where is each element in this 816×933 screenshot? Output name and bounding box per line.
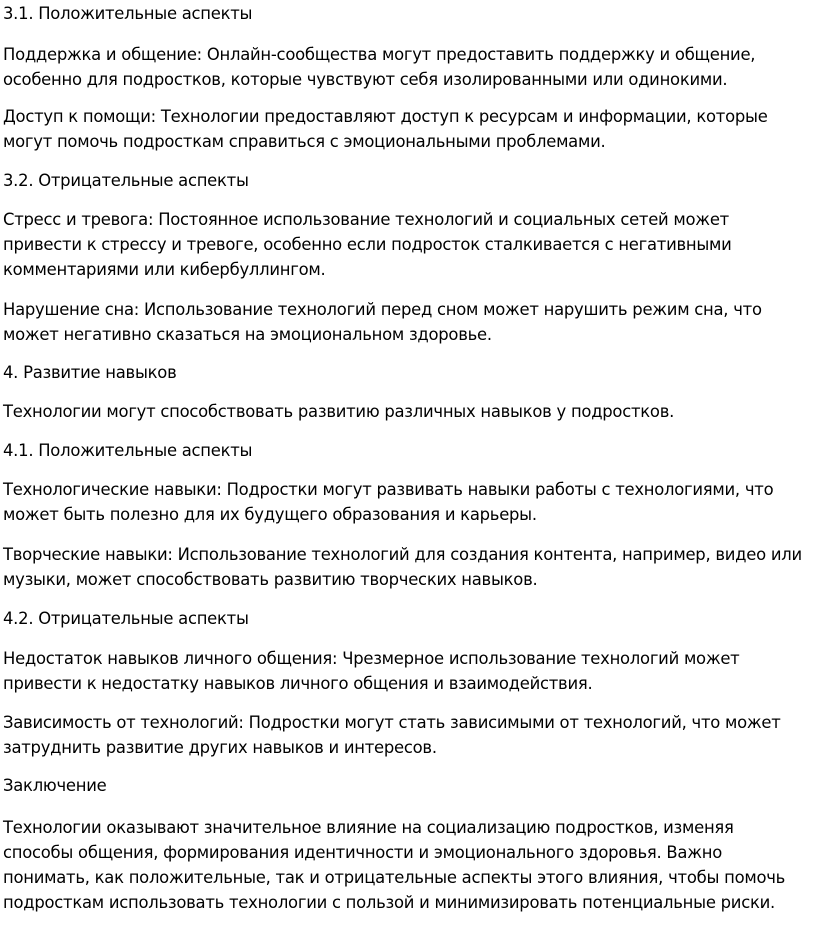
- paragraph-tech-dependence: Зависимость от технологий: Подростки могут стать зависимыми от технологий, что может затруднить развитие других навыков и интересов.: [3, 713, 781, 757]
- paragraph-stress-anxiety: Стресс и тревога: Постоянное использование технологий и социальных сетей может привести к стрессу и тревоге, особенно если подросток сталкивается с негативными комментариями или кибербуллингом.: [3, 210, 732, 279]
- section-heading-3-2: 3.2. Отрицательные аспекты: [3, 171, 249, 190]
- paragraph-support-communication: Поддержка и общение: Онлайн-сообщества могут предоставить поддержку и общение, особенно для подростков, которые чувствуют себя изолированными или одинокими.: [3, 45, 756, 89]
- paragraph-access-to-help: Доступ к помощи: Технологии предоставляют доступ к ресурсам и информации, которые могут помочь подросткам справиться с эмоциональными проблемами.: [3, 107, 768, 151]
- paragraph-creative-skills: Творческие навыки: Использование технологий для создания контента, например, видео или музыки, может способствовать развитию творческих навыков.: [3, 545, 802, 589]
- paragraph-skills-intro: Технологии могут способствовать развитию различных навыков у подростков.: [3, 402, 675, 421]
- section-heading-4: 4. Развитие навыков: [3, 363, 177, 382]
- paragraph-personal-communication: Недостаток навыков личного общения: Чрезмерное использование технологий может привести к недостатку навыков личного общения и взаимодействия.: [3, 649, 740, 693]
- section-heading-3-1: 3.1. Положительные аспекты: [3, 4, 253, 23]
- paragraph-tech-skills: Технологические навыки: Подростки могут развивать навыки работы с технологиями, что может быть полезно для их будущего образования и карьеры.: [3, 480, 774, 524]
- section-heading-4-1: 4.1. Положительные аспекты: [3, 441, 253, 460]
- section-heading-conclusion: Заключение: [3, 776, 107, 795]
- paragraph-sleep-disruption: Нарушение сна: Использование технологий перед сном может нарушить режим сна, что может негативно сказаться на эмоциональном здоровье.: [3, 300, 762, 344]
- paragraph-conclusion: Технологии оказывают значительное влияние на социализацию подростков, изменяя способы общения, формирования идентичности и эмоционального здоровья. Важно понимать, как положительные, так и отрицательные аспекты этого влияния, чтобы помочь подросткам использовать технологии с пользой и минимизировать потенциальные риски.: [3, 818, 786, 912]
- section-heading-4-2: 4.2. Отрицательные аспекты: [3, 609, 249, 628]
